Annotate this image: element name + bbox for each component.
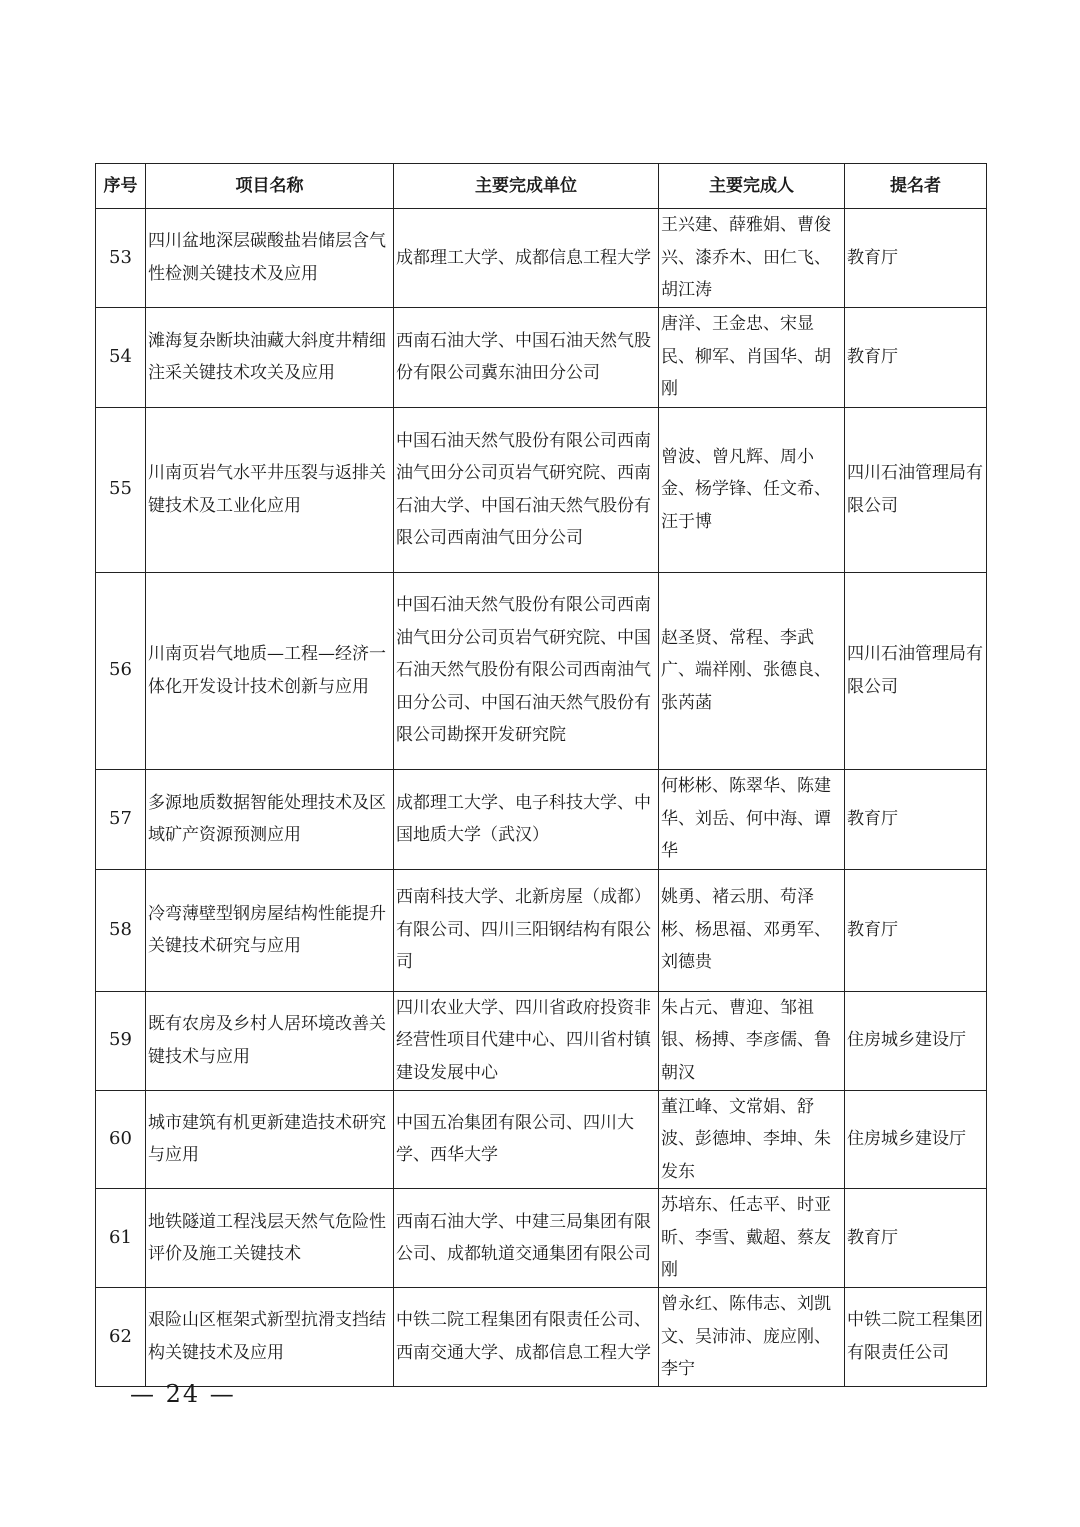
row-main-unit: 中国五冶集团有限公司、四川大学、西华大学 xyxy=(394,1090,659,1189)
row-nominator: 四川石油管理局有限公司 xyxy=(845,407,987,572)
row-nominator: 教育厅 xyxy=(845,209,987,308)
row-main-people: 唐洋、王金忠、宋显民、柳军、肖国华、胡刚 xyxy=(659,307,845,407)
row-main-people: 曾波、曾凡辉、周小金、杨学锋、任文希、汪于博 xyxy=(659,407,845,572)
row-project-name: 川南页岩气地质—工程—经济一体化开发设计技术创新与应用 xyxy=(146,572,394,769)
header-main-people: 主要完成人 xyxy=(659,164,845,209)
table-row xyxy=(96,869,987,991)
row-main-unit: 西南科技大学、北新房屋（成都）有限公司、四川三阳钢结构有限公司 xyxy=(394,869,659,991)
row-main-unit: 西南石油大学、中建三局集团有限公司、成都轨道交通集团有限公司 xyxy=(394,1189,659,1288)
table-row xyxy=(96,1090,987,1189)
table-row xyxy=(96,769,987,869)
table-row xyxy=(96,572,987,769)
row-main-people: 赵圣贤、常程、李武广、端祥刚、张德良、张芮菡 xyxy=(659,572,845,769)
row-main-unit: 中国石油天然气股份有限公司西南油气田分公司页岩气研究院、西南石油大学、中国石油天然气股份有限公司西南油气田分公司 xyxy=(394,407,659,572)
row-serial: 61 xyxy=(96,1189,146,1288)
row-project-name: 冷弯薄壁型钢房屋结构性能提升关键技术研究与应用 xyxy=(146,869,394,991)
awards-table xyxy=(95,163,987,1387)
row-main-unit: 西南石油大学、中国石油天然气股份有限公司冀东油田分公司 xyxy=(394,307,659,407)
header-serial: 序号 xyxy=(96,164,146,209)
row-main-people: 朱占元、曹迎、邹祖银、杨搏、李彦儒、鲁朝汉 xyxy=(659,991,845,1090)
row-main-unit: 四川农业大学、四川省政府投资非经营性项目代建中心、四川省村镇建设发展中心 xyxy=(394,991,659,1090)
table-row xyxy=(96,209,987,308)
row-main-people: 苏培东、任志平、时亚昕、李雪、戴超、蔡友刚 xyxy=(659,1189,845,1288)
header-project-name: 项目名称 xyxy=(146,164,394,209)
row-main-people: 姚勇、褚云朋、苟泽彬、杨思福、邓勇军、刘德贵 xyxy=(659,869,845,991)
table-row xyxy=(96,1189,987,1288)
header-main-unit: 主要完成单位 xyxy=(394,164,659,209)
table-header-row xyxy=(96,164,987,209)
row-nominator: 中铁二院工程集团有限责任公司 xyxy=(845,1288,987,1387)
table-row xyxy=(96,407,987,572)
row-main-people: 董江峰、文常娟、舒波、彭德坤、李坤、朱发东 xyxy=(659,1090,845,1189)
row-main-people: 何彬彬、陈翠华、陈建华、刘岳、何中海、谭华 xyxy=(659,769,845,869)
header-nominator: 提名者 xyxy=(845,164,987,209)
table-row xyxy=(96,991,987,1090)
row-main-unit: 中国石油天然气股份有限公司西南油气田分公司页岩气研究院、中国石油天然气股份有限公司西南油气田分公司、中国石油天然气股份有限公司勘探开发研究院 xyxy=(394,572,659,769)
row-serial: 56 xyxy=(96,572,146,769)
row-nominator: 教育厅 xyxy=(845,1189,987,1288)
row-nominator: 四川石油管理局有限公司 xyxy=(845,572,987,769)
row-project-name: 川南页岩气水平井压裂与返排关键技术及工业化应用 xyxy=(146,407,394,572)
row-main-unit: 成都理工大学、成都信息工程大学 xyxy=(394,209,659,308)
row-serial: 54 xyxy=(96,307,146,407)
row-project-name: 地铁隧道工程浅层天然气危险性评价及施工关键技术 xyxy=(146,1189,394,1288)
row-project-name: 既有农房及乡村人居环境改善关键技术与应用 xyxy=(146,991,394,1090)
row-project-name: 多源地质数据智能处理技术及区域矿产资源预测应用 xyxy=(146,769,394,869)
row-serial: 53 xyxy=(96,209,146,308)
row-serial: 62 xyxy=(96,1288,146,1387)
row-project-name: 四川盆地深层碳酸盐岩储层含气性检测关键技术及应用 xyxy=(146,209,394,308)
row-project-name: 滩海复杂断块油藏大斜度井精细注采关键技术攻关及应用 xyxy=(146,307,394,407)
row-serial: 60 xyxy=(96,1090,146,1189)
row-nominator: 教育厅 xyxy=(845,869,987,991)
page-number: — 24 — xyxy=(130,1380,236,1408)
row-nominator: 教育厅 xyxy=(845,769,987,869)
row-serial: 57 xyxy=(96,769,146,869)
table-row xyxy=(96,307,987,407)
row-main-people: 曾永红、陈伟志、刘凯文、吴沛沛、庞应刚、李宁 xyxy=(659,1288,845,1387)
row-project-name: 城市建筑有机更新建造技术研究与应用 xyxy=(146,1090,394,1189)
row-serial: 58 xyxy=(96,869,146,991)
table-row xyxy=(96,1288,987,1387)
row-main-unit: 中铁二院工程集团有限责任公司、西南交通大学、成都信息工程大学 xyxy=(394,1288,659,1387)
row-nominator: 住房城乡建设厅 xyxy=(845,1090,987,1189)
row-main-unit: 成都理工大学、电子科技大学、中国地质大学（武汉） xyxy=(394,769,659,869)
row-serial: 55 xyxy=(96,407,146,572)
row-project-name: 艰险山区框架式新型抗滑支挡结构关键技术及应用 xyxy=(146,1288,394,1387)
row-nominator: 住房城乡建设厅 xyxy=(845,991,987,1090)
row-main-people: 王兴建、薛雅娟、曹俊兴、漆乔木、田仁飞、胡江涛 xyxy=(659,209,845,308)
row-serial: 59 xyxy=(96,991,146,1090)
row-nominator: 教育厅 xyxy=(845,307,987,407)
